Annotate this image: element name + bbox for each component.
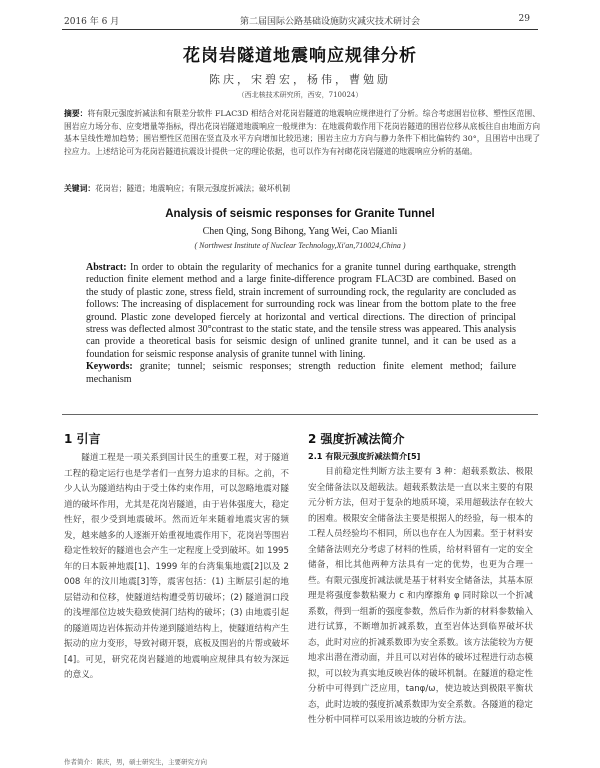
section-2-1-heading: 2.1 有限元强度折减法简介[5] bbox=[308, 451, 421, 461]
chinese-keywords-text: 花岗岩；隧道；地震响应；有限元强度折减法；破坏机制 bbox=[95, 184, 291, 193]
footnote: 作者简介：陈庆，男，硕士研究生，主要研究方向 bbox=[64, 758, 207, 766]
header-date: 2016 年 6 月 bbox=[64, 17, 120, 27]
header-page-number: 29 bbox=[518, 14, 530, 24]
chinese-authors: 陈庆，宋碧宏，杨伟，曹勉励 bbox=[209, 73, 391, 86]
section-1-paragraph: 隧道工程是一项关系到国计民生的重要工程，对于隧道工程的稳定运行也是学者们一直努力追求的目标。之前，不少人认为隧道结构由于受土体约束作用，可以忽略地震对隧道的破坏作用，尤其是花岗岩隧道，由于岩体强度大，稳定性好，很少受到地震破坏。然而近年来随着地震灾害的频发，越来越多的人逐渐开始重视地震作用下，花岗岩等围岩稳定性较好的隧道也会产生一定程度上受到破坏。如 1995 年的日本阪神地震[1]、1999 年的台湾集集地震[2]以及 2008 年的汶川地震[3]等，震害包括：(1) 主断层引起的地层错动和位移，使隧道结构遭受剪切破坏；(2) 隧道洞口段的浅埋部位边坡失稳致使洞门结构的破坏；(3) 由地震引起的隧道周边岩体振动并传递到隧道结构上，使隧道结构产生振动的应力变形，导致衬砌开裂，底板及围岩的片帮或破坏[4]。可见，研究花岗岩隧道的地震响应规律具有较为深远的意义。 bbox=[64, 453, 289, 680]
english-title: Analysis of seismic responses for Granite Tunnel bbox=[165, 208, 435, 220]
chinese-keywords bbox=[64, 183, 540, 195]
chinese-abstract-text: 将有限元强度折减法和有限差分软件 FLAC3D 相结合对花岗岩隧道的地震响应规律进行了分析。综合考虑围岩位移、塑性区范围、围岩应力场分布、应变增量等指标，得出花岗岩隧道地震响应一般规律为：在地震荷载作用下花岗岩隧道的围岩位移从底板往自由地面方向基本呈线性增加趋势；围岩塑性区范围在竖直及水平方向增加比较迅速；围岩主应力方向与静力条件下相比偏转约 30°，且围岩中出现了拉应力。上述结论可为花岗岩隧道抗震设计提供一定的理论依据，也可以作为有衬砌花岗岩隧道的地震响应分析的基础。 bbox=[64, 109, 540, 156]
chinese-affiliation: （西北核技术研究所，西安，710024） bbox=[237, 91, 363, 99]
header-divider bbox=[62, 29, 538, 30]
right-column bbox=[308, 430, 533, 729]
english-abstract bbox=[86, 262, 516, 386]
english-authors: Chen Qing, Song Bihong, Yang Wei, Cao Mianli bbox=[202, 226, 398, 237]
english-keywords-text: granite; tunnel; seismic responses; strength reduction finite element method; failure mechanism bbox=[86, 361, 517, 385]
header-conference-name: 第二届国际公路基础设施防灾减灾技术研讨会 bbox=[239, 17, 420, 27]
section-2-paragraph: 目前稳定性判断方法主要有 3 种：超载系数法、极限安全储备法以及超载法。超载系数法是一直以来主要的有限元分析方法，但对于复杂的地质环境，采用超载法存在较大的困难。极限安全储备法主要是根据人的经验，每一根本的工程人员经验均不相同，所以也存在人为因素。至于材料安全储备法则充分考虑了材料的性质，给材料留有一定的安全储备，相比其他两种方法具有一定的优势，也更为合理一些。有限元强度折减法就是基于材料安全储备法，其基本原理是将强度参数粘聚力 c 和内摩擦角 φ 同时除以一个折减系数，得到一组新的强度参数，然后作为新的材料参数输入进行试算，不断增加折减系数，直至岩体达到临界破坏状态，此时对应的折减系数即为安全系数。该方法能较为方便地求出潜在滑动面，并且可以对岩体的破坏过程进行动态模拟，可以较为真实地反映岩体的破坏机制。在隧道的稳定性分析中可得到广泛应用，tanφ/ω，使边坡达到极限平衡状态，此时边坡的强度折减系数即为安全系数。各隧道的稳定性分析中同样可以采用该边坡的分析方法。 bbox=[308, 467, 533, 725]
chinese-title: 花岗岩隧道地震响应规律分析 bbox=[183, 46, 417, 66]
abstract-divider bbox=[62, 414, 538, 415]
chinese-abstract-label: 摘要： bbox=[64, 109, 88, 118]
english-keywords-label: Keywords: bbox=[86, 361, 133, 373]
english-abstract-label: Abstract: bbox=[86, 262, 127, 273]
section-1-heading: 1 引言 bbox=[64, 432, 101, 446]
section-2-heading: 2 强度折减法简介 bbox=[308, 432, 405, 446]
english-abstract-text: In order to obtain the regularity of mechanics for a granite tunnel during earthquake, strength reduction finite element method and a large finite-difference program FLAC3D are combined. Based on the study of plastic zone, stress field, strain increment of surrounding rock, the regularity are concluded as follows: The increasing of displacement for surrounding rock was linear from the bottom plate to the free ground. Plastic zone developed fiercely at horizontal and vertical directions. The direction of principal stress was deflected almost 30°contrast to the static state, and the tensile stress was appeared. This analysis can provide a theoretical basis for seismic design of unlined granite tunnel, and it can be used as a foundation for seismic response analysis of granite tunnel with lining. bbox=[86, 262, 517, 360]
english-affiliation: ( Northwest Institute of Nuclear Technology,Xi'an,710024,China ) bbox=[194, 241, 406, 250]
left-column bbox=[64, 430, 289, 684]
chinese-keywords-label: 关键词： bbox=[64, 184, 96, 193]
chinese-abstract bbox=[64, 108, 540, 158]
